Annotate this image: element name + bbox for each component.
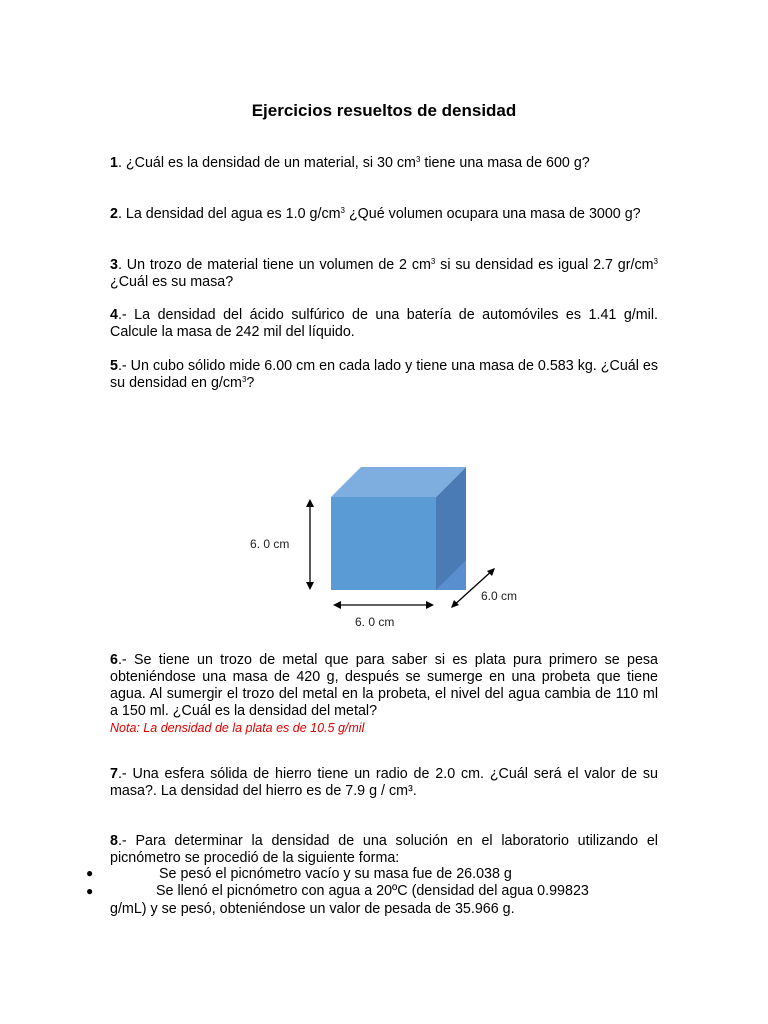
width-label: 6. 0 cm	[355, 615, 395, 629]
cube-front-face	[331, 497, 436, 590]
arrow-head-icon	[333, 601, 341, 609]
question-text: . Un trozo de material tiene un volumen de 2 cm	[117, 257, 431, 273]
question-1	[110, 155, 658, 172]
superscript: 3	[653, 257, 658, 266]
question-3	[110, 257, 658, 291]
question-text: . ¿Cuál es la densidad de un material, si 30 cm	[117, 155, 416, 171]
bullet-icon: ●	[86, 884, 94, 898]
superscript: 3	[415, 155, 421, 164]
list-item: Se llenó el picnómetro con agua a 20ºC (densidad del agua 0.99823	[156, 883, 589, 899]
question-text: .- Se tiene un trozo de metal que para saber si es plata pura primero se pesa obteniéndose una masa de 420 g, después se sumerge en una probeta que tiene agua. Al sumergir el trozo del metal en la probeta, el nivel del agua cambia de 110 ml a 150 ml. ¿Cuál es la densidad del metal?	[110, 652, 658, 719]
question-5	[110, 358, 658, 392]
question-number: 4	[110, 307, 118, 323]
question-2	[110, 206, 658, 223]
list-item: Se pesó el picnómetro vacío y su masa fue de 26.038 g	[159, 866, 512, 882]
height-label: 6. 0 cm	[250, 537, 290, 551]
question-text: ?	[246, 375, 255, 391]
arrow-head-icon	[306, 499, 314, 507]
superscript: 3	[241, 375, 247, 384]
question-number: 5	[110, 358, 118, 374]
question-text: tiene una masa de 600 g?	[420, 155, 590, 171]
question-text: .- Para determinar la densidad de una solución en el laboratorio utilizando el picnómetro se procedió de la siguiente forma:	[110, 833, 658, 866]
question-number: 8	[110, 833, 118, 849]
arrow-head-icon	[426, 601, 434, 609]
question-text: ¿Cuál es su masa?	[110, 274, 234, 290]
question-6	[110, 652, 658, 736]
list-item-continuation: g/mL) y se pesó, obteniéndose un valor de pesada de 35.966 g.	[110, 901, 515, 917]
question-text: ¿Qué volumen ocupara una masa de 3000 g?	[344, 206, 641, 222]
arrow-head-icon	[306, 582, 314, 590]
cube-figure	[240, 455, 520, 635]
question-text: .- La densidad del ácido sulfúrico de una batería de automóviles es 1.41 g/mil. Calcule la masa de 242 mil del líquido.	[110, 307, 658, 340]
question-8	[110, 833, 658, 867]
question-text: si su densidad es igual 2.7 gr/cm	[435, 257, 654, 273]
question-7	[110, 766, 658, 800]
page-title: Ejercicios resueltos de densidad	[251, 101, 517, 120]
question-text: . La densidad del agua es 1.0 g/cm	[117, 206, 341, 222]
bullet-icon: ●	[86, 866, 94, 880]
question-text: .- Una esfera sólida de hierro tiene un radio de 2.0 cm. ¿Cuál será el valor de su masa?. La densidad del hierro es de 7.9 g / cm³.	[110, 766, 658, 799]
question-text: .- Un cubo sólido mide 6.00 cm en cada lado y tiene una masa de 0.583 kg. ¿Cuál es su densidad en g/cm	[110, 358, 658, 391]
question-number: 7	[110, 766, 118, 782]
depth-label: 6.0 cm	[481, 589, 518, 603]
note-text: Nota: La densidad de la plata es de 10.5 g/mil	[110, 721, 365, 735]
question-number: 1	[110, 155, 118, 171]
question-4	[110, 307, 658, 341]
question-number: 2	[110, 206, 118, 222]
question-number: 3	[110, 257, 118, 273]
superscript: 3	[340, 206, 345, 215]
question-number: 6	[110, 652, 118, 668]
superscript: 3	[430, 257, 436, 266]
